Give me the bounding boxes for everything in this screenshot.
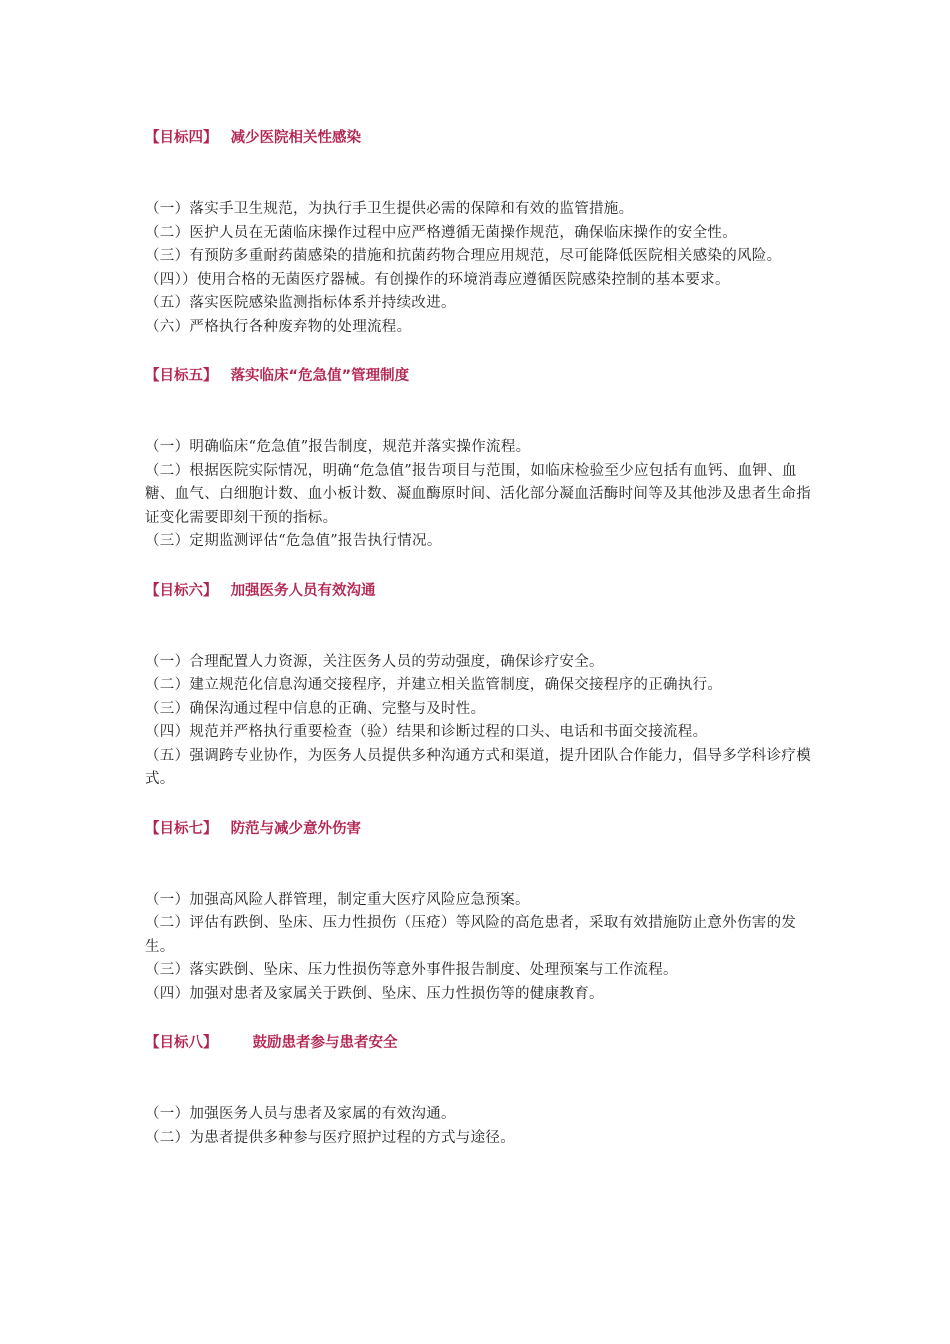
goal-title: 减少医院相关性感染	[230, 130, 362, 146]
section-goal-4	[145, 126, 815, 339]
section-heading	[145, 1031, 815, 1055]
goal-item: （三）有预防多重耐药菌感染的措施和抗菌药物合理应用规范，尽可能降低医院相关感染的风险。	[145, 248, 782, 264]
goal-item: （三）定期监测评估“危急值”报告执行情况。	[145, 533, 442, 549]
goal-item: （二）医护人员在无菌临床操作过程中应严格遵循无菌操作规范，确保临床操作的安全性。	[145, 224, 737, 241]
goal-item: （二）建立规范化信息沟通交接程序，并建立相关监管制度，确保交接程序的正确执行。	[145, 677, 723, 693]
goal-item: （二）为患者提供多种参与医疗照护过程的方式与途径。	[145, 1129, 515, 1146]
section-heading	[145, 126, 815, 150]
section-heading	[145, 364, 815, 388]
goal-title: 落实临床“危急值”管理制度	[230, 368, 410, 384]
goal-title: 加强医务人员有效沟通	[230, 582, 376, 599]
goal-item: （一）加强医务人员与患者及家属的有效沟通。	[145, 1106, 456, 1122]
goal-tag: 【目标四】	[145, 130, 218, 146]
goal-item: （一）合理配置人力资源，关注医务人员的劳动强度，确保诊疗安全。	[145, 653, 604, 670]
goal-item-list	[145, 651, 815, 792]
goal-item-list	[145, 436, 815, 554]
goal-item: （一）加强高风险人群管理，制定重大医疗风险应急预案。	[145, 891, 530, 908]
goal-title: 防范与减少意外伤害	[230, 820, 362, 837]
goal-tag: 【目标五】	[145, 368, 218, 384]
goal-item: （五）强调跨专业协作，为医务人员提供多种沟通方式和渠道，提升团队合作能力，倡导多学科诊疗模式。	[145, 747, 811, 787]
goal-item-list	[145, 889, 815, 1007]
section-goal-5	[145, 364, 815, 554]
goal-item: （三）落实跌倒、坠床、压力性损伤等意外事件报告制度、处理预案与工作流程。	[145, 962, 678, 978]
goal-tag: 【目标六】	[145, 582, 218, 599]
goal-item: （六）严格执行各种废弃物的处理流程。	[145, 318, 412, 335]
goal-item: （四）规范并严格执行重要检查（验）结果和诊断过程的口头、电话和书面交接流程。	[145, 724, 708, 740]
goal-tag: 【目标八】	[145, 1035, 218, 1051]
goal-item: （四）加强对患者及家属关于跌倒、坠床、压力性损伤等的健康教育。	[145, 985, 604, 1002]
goal-item-list	[145, 1103, 815, 1150]
goal-item: （一）落实手卫生规范，为执行手卫生提供必需的保障和有效的监管措施。	[145, 201, 634, 217]
goal-item: （三）确保沟通过程中信息的正确、完整与及时性。	[145, 700, 486, 717]
goal-title: 鼓励患者参与患者安全	[252, 1035, 398, 1051]
goal-item: （二）根据医院实际情况，明确“危急值”报告项目与范围，如临床检验至少应包括有血钙、血钾、血糖、血气、白细胞计数、血小板计数、凝血酶原时间、活化部分凝血活酶时间等及其他涉及患者生命指证变化需要即刻干预的指标。	[145, 462, 811, 526]
section-heading	[145, 579, 815, 603]
goal-item: （一）明确临床“危急值”报告制度，规范并落实操作流程。	[145, 439, 531, 455]
goal-tag: 【目标七】	[145, 820, 218, 837]
section-goal-7	[145, 817, 815, 1007]
section-heading	[145, 817, 815, 841]
goal-item-list	[145, 198, 815, 339]
goal-item: （四））使用合格的无菌医疗器械。有创操作的环境消毒应遵循医院感染控制的基本要求。	[145, 271, 730, 288]
goal-item: （二）评估有跌倒、坠床、压力性损伤（压疮）等风险的高危患者，采取有效措施防止意外伤害的发生。	[145, 915, 797, 955]
goal-item: （五）落实医院感染监测指标体系并持续改进。	[145, 295, 456, 311]
section-goal-8	[145, 1031, 815, 1150]
section-goal-6	[145, 579, 815, 792]
document-page	[145, 126, 815, 1150]
